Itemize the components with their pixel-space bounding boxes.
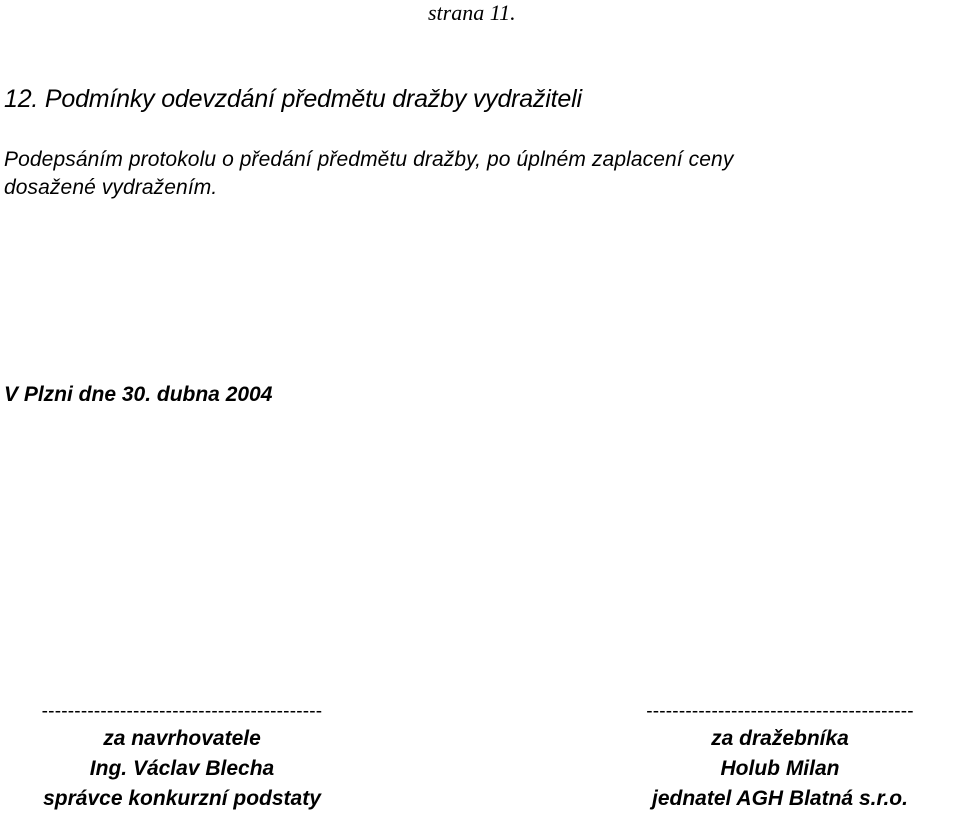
paragraph-line: Podepsáním protokolu o předání předmětu dražby, po úplném zaplacení ceny [4, 148, 734, 171]
signature-title: jednatel AGH Blatná s.r.o. [652, 787, 908, 810]
signature-block-petitioner [0, 700, 364, 814]
signature-block-auctioneer [600, 700, 960, 814]
signature-name: Holub Milan [720, 757, 840, 780]
signature-role: za dražebníka [711, 727, 849, 750]
section-paragraph [4, 146, 956, 202]
signature-title: správce konkurzní podstaty [43, 787, 321, 810]
section-heading: 12. Podmínky odevzdání předmětu dražby vydražiteli [4, 85, 582, 113]
page-number: strana 11. [428, 0, 516, 25]
paragraph-line: dosažené vydražením. [4, 176, 218, 199]
place-and-date: V Plzni dne 30. dubna 2004 [4, 383, 273, 406]
signature-role: za navrhovatele [103, 727, 261, 750]
signature-line: ------------------------------------------- [41, 701, 323, 722]
signature-line: ----------------------------------------- [646, 701, 914, 722]
signature-name: Ing. Václav Blecha [89, 757, 275, 780]
